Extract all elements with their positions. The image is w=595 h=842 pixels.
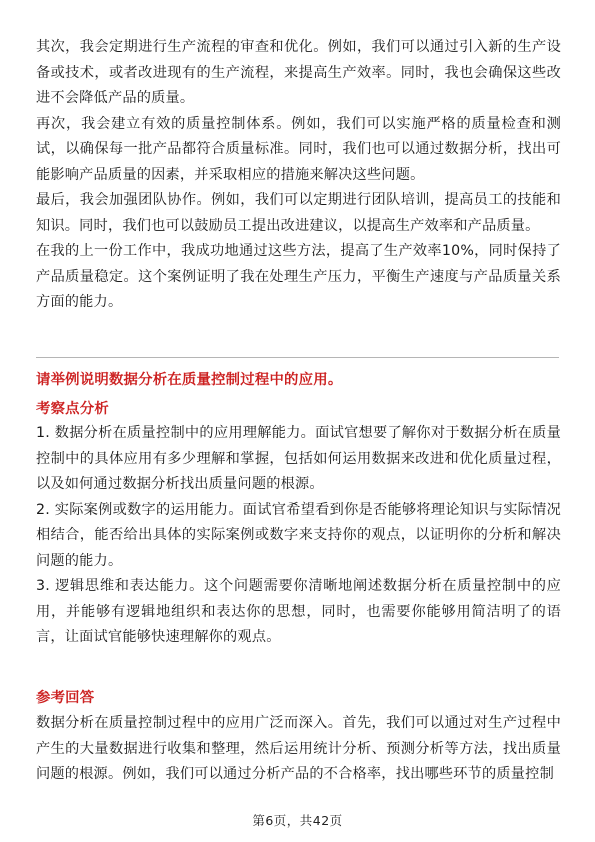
- paragraph: 再次，我会建立有效的质量控制体系。例如，我们可以实施严格的质量检查和测试，以确保每一批产品都符合质量标准。同时，我们也可以通过数据分析，找出可能影响产品质量的因素，并采取相应的措施来解决这些问题。: [36, 115, 561, 183]
- analysis-points: [36, 421, 561, 651]
- answer-continuation: [36, 35, 561, 316]
- section-divider: [36, 357, 559, 358]
- analysis-point: 2. 实际案例或数字的运用能力。面试官希望看到你是否能够将理论知识与实际情况相结合，能否给出具体的实际案例或数字来支持你的观点，以证明你的分析和解决问题的能力。: [36, 501, 561, 569]
- paragraph: 最后，我会加强团队协作。例如，我们可以定期进行团队培训，提高员工的技能和知识。同时，我们也可以鼓励员工提出改进建议，以提高生产效率和产品质量。: [36, 192, 561, 234]
- analysis-title: 考察点分析: [36, 401, 109, 417]
- page-number: 第6页，共42页: [252, 813, 343, 828]
- question-heading: 请举例说明数据分析在质量控制过程中的应用。: [36, 372, 343, 388]
- reference-answer: [36, 711, 561, 788]
- analysis-point: 1. 数据分析在质量控制中的应用理解能力。面试官想要了解你对于数据分析在质量控制中的具体应用有多少理解和掌握，包括如何运用数据来改进和优化质量过程，以及如何通过数据分析找出质量问题的根源。: [36, 425, 561, 492]
- analysis-point: 3. 逻辑思维和表达能力。这个问题需要你清晰地阐述数据分析在质量控制中的应用，并能够有逻辑地组织和表达你的思想，同时，也需要你能够用简洁明了的语言，让面试官能够快速理解你的观点。: [36, 578, 561, 645]
- reference-text: 数据分析在质量控制过程中的应用广泛而深入。首先，我们可以通过对生产过程中产生的大量数据进行收集和整理，然后运用统计分析、预测分析等方法，找出质量问题的根源。例如，我们可以通过分析产品的不合格率，找出哪些环节的质量控制: [36, 715, 561, 782]
- paragraph: 其次，我会定期进行生产流程的审查和优化。例如，我们可以通过引入新的生产设备或技术，或者改进现有的生产流程，来提高生产效率。同时，我也会确保这些改进不会降低产品的质量。: [36, 39, 561, 106]
- reference-title: 参考回答: [36, 690, 95, 706]
- paragraph: 在我的上一份工作中，我成功地通过这些方法，提高了生产效率10%，同时保持了产品质量稳定。这个案例证明了我在处理生产压力，平衡生产速度与产品质量关系方面的能力。: [36, 243, 561, 310]
